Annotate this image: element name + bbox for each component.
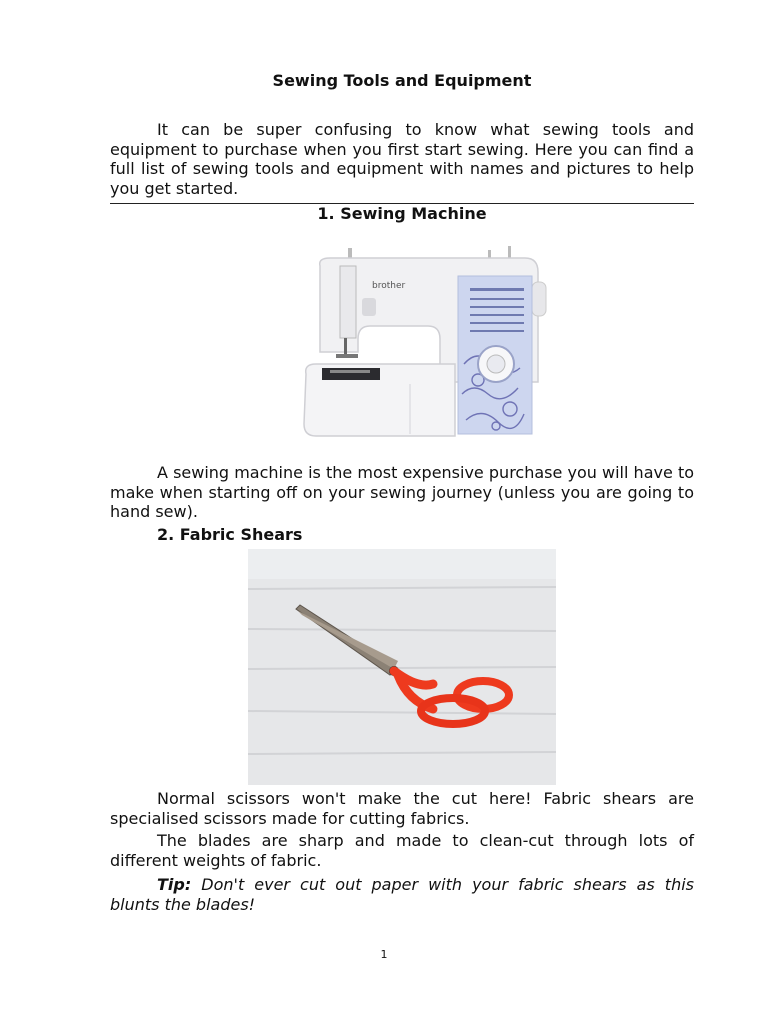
machine-brand-label: brother xyxy=(372,281,406,291)
intro-paragraph: It can be super confusing to know what sewing tools and equipment to purchase when you first start sewing. Here you can find a full list of sewing tools and equipment with names and pictures to help you get started. xyxy=(110,120,694,198)
fabric-shears-image xyxy=(248,549,556,785)
tip-label: Tip: xyxy=(157,875,192,894)
section-heading-sewing-machine: 1. Sewing Machine xyxy=(317,204,487,223)
fabric-shears-blades: The blades are sharp and made to clean-cut through lots of different weights of fabric. xyxy=(110,831,694,870)
fabric-shears-description: Normal scissors won't make the cut here! Fabric shears are specialised scissors made for cutting fabrics. xyxy=(110,789,694,828)
sewing-machine-image xyxy=(300,244,550,440)
page-number: 1 xyxy=(380,948,388,961)
section-heading-fabric-shears: 2. Fabric Shears xyxy=(157,525,303,544)
sewing-machine-description: A sewing machine is the most expensive purchase you will have to make when starting off on your sewing journey (unless you are going to hand sew). xyxy=(110,463,694,521)
document-title: Sewing Tools and Equipment xyxy=(272,71,532,90)
tip-text: Don't ever cut out paper with your fabric shears as this blunts the blades! xyxy=(110,875,694,914)
fabric-shears-tip xyxy=(110,875,694,914)
